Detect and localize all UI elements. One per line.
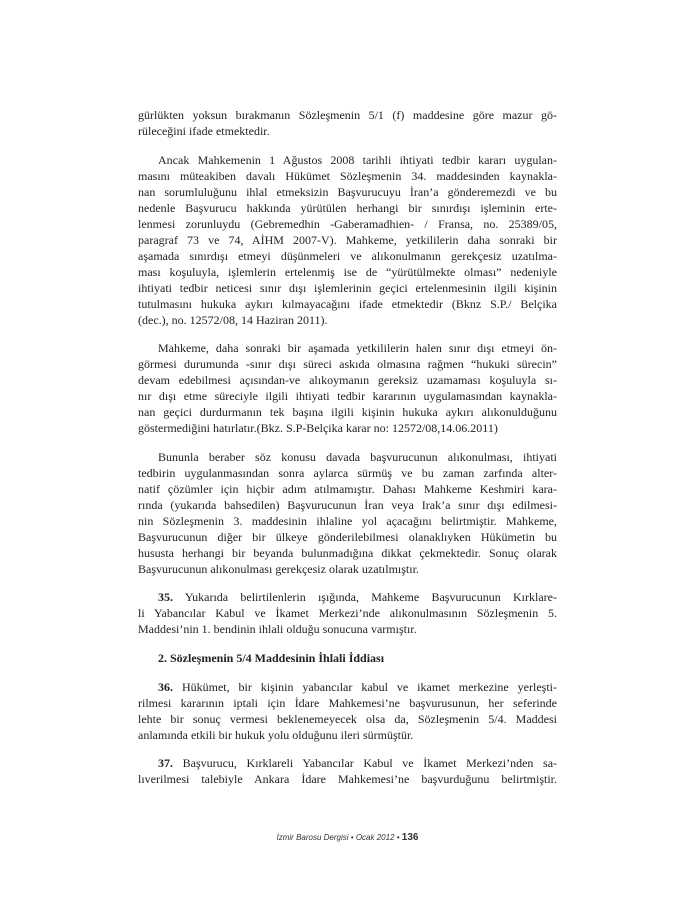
text-line: nin Sözleşmenin 3. maddesinin ihlaline yol açacağını belirtmiştir. Mahkeme, <box>138 513 557 528</box>
footer-separator: • <box>350 833 354 842</box>
text-line: nedenle Başvurucu hakkında yürütülen herhangi bir sınırdışı işleminin erte- <box>138 200 557 215</box>
text-line: nır dışı etme süreciyle ilgili ihtiyati tedbir kararının uygulamasından kaynakla- <box>138 389 557 404</box>
text-line: anlamında etkili bir hukuk yolu olduğunu ileri sürmüştür. <box>138 727 414 742</box>
footer-separator: • <box>396 833 400 842</box>
text-line <box>138 755 557 771</box>
text-line: hususta herhangi bir beyanda bulunmadığına dikkat çekmektedir. Sonuç olarak <box>138 545 557 560</box>
text-line: gürlükten yoksun bırakmanın Sözleşmenin 5/1 (f) maddesine göre mazur gö- <box>138 108 557 122</box>
paragraph <box>138 340 557 436</box>
text-line: ması koşuluyla, işlemlerin ertelenmiş ise de “yürütülmekte olması” nedeniyle <box>138 264 557 279</box>
text-line: rüleceğini ifade etmektedir. <box>138 124 270 138</box>
text-line: lıverilmesi talebiyle Ankara İdare Mahkemesi’ne başvurduğunu belirtmiştir. <box>138 772 557 787</box>
text-line-content: Yukarıda belirtilenlerin ışığında, Mahkeme Başvurucunun Kırklare- <box>184 590 557 605</box>
text-line: devam edebilmesi açısından-ve alıkoymanın gereksiz uzamaması koşuluyla sı- <box>138 373 557 388</box>
text-line: tutulmasını hukuka aykırı kılmayacağını ifade etmektedir (Bknz S.P./ Belçika <box>138 296 557 311</box>
paragraph <box>138 107 557 139</box>
text-line-content: Başvurucu, Kırklareli Yabancılar Kabul ve İkamet Merkezi’nden sa- <box>182 756 558 771</box>
text-line: natif çözümler için hiçbir adım atılmamıştır. Dahası Mahkeme Keshmiri kara- <box>138 481 557 496</box>
text-line: nan sorumluluğunu ihlal etmeksizin Başvurucuyu İran’a gönderemezdi ve bu <box>138 184 557 199</box>
paragraph <box>138 755 557 787</box>
text-line: göstermediğini hatırlatır.(Bkz. S.P-Belçika karar no: 12572/08,14.06.2011) <box>138 421 498 436</box>
text-line: rında (yukarıda bahsedilen) Başvurucunun İran veya Irak’a sınır dışı edilmesi- <box>138 497 557 512</box>
paragraph-number: 37. <box>158 756 173 771</box>
text-line: masını müteakiben davalı Hükümet Sözleşmenin 34. maddesinden kaynakla- <box>138 168 557 183</box>
text-line: görmesi durumunda -sınır dışı süreci askıda olmasına rağmen “hukuki sürecin” <box>138 357 557 372</box>
text-line: Maddesi’nin 1. bendinin ihlali olduğu sonucuna varmıştır. <box>138 622 417 637</box>
page-number: 136 <box>401 832 419 843</box>
text-line: lehte bir sonuç vermesi beklenemeyecek olsa da, Sözleşmenin 5/4. Maddesi <box>138 711 557 726</box>
page-footer <box>138 832 557 844</box>
text-line: ihtiyati tedbir neticesi sınır dışı işlemlerinin geçici ertelenmesinin ilgili kişinin <box>138 280 557 295</box>
text-line-content: Hükümet, bir kişinin yabancılar kabul ve ikamet merkezine yerleşti- <box>181 679 557 694</box>
text-line: lenmesi zorunluydu (Gebremedhin -Gaberamadhien- / Fransa, no. 25389/05, <box>138 216 557 231</box>
text-line: Bununla beraber söz konusu davada başvurucunun alıkonulması, ihtiyati <box>158 449 557 464</box>
text-line <box>138 589 557 605</box>
issue-date: Ocak 2012 <box>355 833 395 842</box>
text-line: paragraf 73 ve 74, AİHM 2007-V). Mahkeme, yetkililerin daha sonraki bir <box>138 232 557 247</box>
text-line: rilmesi kararının iptali için İdare Mahkemesi’ne başvurusunun, her seferinde <box>138 695 557 710</box>
paragraph <box>138 449 557 577</box>
section-heading: 2. Sözleşmenin 5/4 Maddesinin İhlali İddiası <box>158 650 385 665</box>
journal-name: İzmir Barosu Dergisi <box>276 833 349 842</box>
document-body <box>138 107 557 800</box>
paragraph-number: 36. <box>158 679 173 694</box>
paragraph <box>138 679 557 743</box>
text-line: tedbirin uygulanmasından sonra aylarca sürmüş ve bu zaman zarfında alter- <box>138 465 557 480</box>
paragraph <box>138 589 557 637</box>
text-line: aşamada sınırdışı etmeyi düşünmeleri ve alıkonulmanın gerekçesiz uzatılma- <box>138 248 557 263</box>
paragraph <box>138 152 557 328</box>
text-line: Ancak Mahkemenin 1 Ağustos 2008 tarihli ihtiyati tedbir kararı uygulan- <box>158 152 557 167</box>
text-line: (dec.), no. 12572/08, 14 Haziran 2011). <box>138 312 328 327</box>
text-line: li Yabancılar Kabul ve İkamet Merkezi’nde alıkonulmasının Sözleşmenin 5. <box>138 606 557 621</box>
text-line: nan geçici durdurmanın tek başına ilgili kişinin hukuka aykırı alıkonulduğunu <box>138 405 557 420</box>
text-line <box>138 679 557 695</box>
text-line: Başvurucunun alıkonulması gerekçesiz olarak uzatılmıştır. <box>138 561 419 576</box>
text-line: Başvurucunun diğer bir ülkeye gönderilebilmesi olanaklıyken Hükümetin bu <box>138 529 557 544</box>
text-line: Mahkeme, daha sonraki bir aşamada yetkililerin halen sınır dışı etmeyi ön- <box>158 341 557 356</box>
paragraph-number: 35. <box>158 590 173 605</box>
